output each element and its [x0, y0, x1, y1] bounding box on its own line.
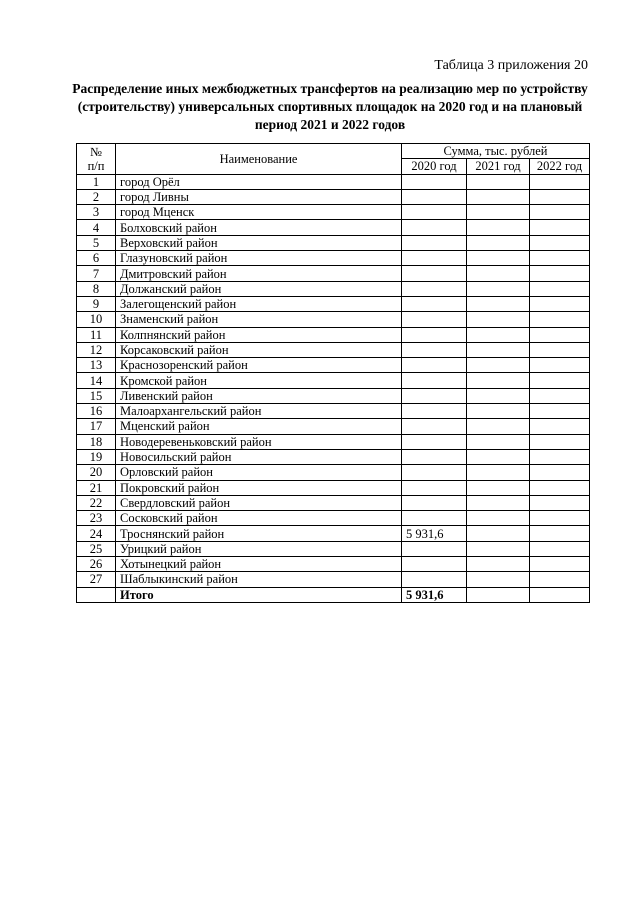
- row-number: 4: [77, 220, 116, 235]
- row-value-2022: [530, 373, 590, 388]
- row-number: 6: [77, 251, 116, 266]
- table-row: [77, 388, 590, 403]
- row-value-2021: [467, 174, 530, 189]
- total-value-2022: [530, 587, 590, 602]
- row-value-2022: [530, 235, 590, 250]
- header-number-symbol: №: [90, 144, 102, 159]
- row-number: 20: [77, 465, 116, 480]
- row-number: 26: [77, 557, 116, 572]
- row-value-2021: [467, 495, 530, 510]
- row-value-2022: [530, 434, 590, 449]
- table-row: [77, 511, 590, 526]
- row-value-2021: [467, 342, 530, 357]
- row-name: Залегощенский район: [116, 296, 402, 311]
- row-value-2020: [402, 296, 467, 311]
- header-sum: Сумма, тыс. рублей: [402, 144, 590, 159]
- row-name: Малоархангельский район: [116, 404, 402, 419]
- row-value-2022: [530, 358, 590, 373]
- row-value-2021: [467, 327, 530, 342]
- row-value-2020: [402, 541, 467, 556]
- transfers-table: [76, 143, 590, 603]
- row-value-2021: [467, 220, 530, 235]
- row-name: Урицкий район: [116, 541, 402, 556]
- row-value-2022: [530, 342, 590, 357]
- table-row: [77, 480, 590, 495]
- row-value-2020: 5 931,6: [402, 526, 467, 541]
- row-number: 13: [77, 358, 116, 373]
- row-number: 2: [77, 189, 116, 204]
- row-name: Ливенский район: [116, 388, 402, 403]
- row-number: 14: [77, 373, 116, 388]
- row-name: Свердловский район: [116, 495, 402, 510]
- row-name: Новосильский район: [116, 449, 402, 464]
- row-name: Колпнянский район: [116, 327, 402, 342]
- row-value-2021: [467, 557, 530, 572]
- row-number: 19: [77, 449, 116, 464]
- row-value-2021: [467, 572, 530, 587]
- row-value-2022: [530, 541, 590, 556]
- row-value-2022: [530, 388, 590, 403]
- row-number: 11: [77, 327, 116, 342]
- header-name: Наименование: [116, 144, 402, 175]
- table-row: [77, 174, 590, 189]
- row-value-2020: [402, 511, 467, 526]
- row-value-2022: [530, 449, 590, 464]
- row-value-2020: [402, 312, 467, 327]
- row-value-2021: [467, 358, 530, 373]
- table-row: [77, 526, 590, 541]
- row-name: Кромской район: [116, 373, 402, 388]
- table-row: [77, 404, 590, 419]
- table-row: [77, 434, 590, 449]
- row-number: 8: [77, 281, 116, 296]
- row-value-2020: [402, 174, 467, 189]
- row-value-2022: [530, 511, 590, 526]
- row-value-2020: [402, 189, 467, 204]
- row-name: город Ливны: [116, 189, 402, 204]
- row-number: 23: [77, 511, 116, 526]
- total-row: [77, 587, 590, 602]
- row-value-2022: [530, 557, 590, 572]
- row-value-2020: [402, 281, 467, 296]
- row-number: 21: [77, 480, 116, 495]
- row-value-2021: [467, 511, 530, 526]
- header-year-2021: 2021 год: [467, 159, 530, 174]
- table-row: [77, 557, 590, 572]
- row-value-2021: [467, 541, 530, 556]
- row-value-2020: [402, 404, 467, 419]
- row-name: Мценский район: [116, 419, 402, 434]
- document-title: [70, 80, 590, 134]
- total-number-cell: [77, 587, 116, 602]
- row-value-2021: [467, 296, 530, 311]
- row-value-2020: [402, 327, 467, 342]
- table-row: [77, 266, 590, 281]
- table-row: [77, 235, 590, 250]
- table-row: [77, 572, 590, 587]
- row-value-2020: [402, 205, 467, 220]
- table-row: [77, 327, 590, 342]
- row-name: Верховский район: [116, 235, 402, 250]
- row-name: город Орёл: [116, 174, 402, 189]
- row-value-2022: [530, 465, 590, 480]
- table-row: [77, 251, 590, 266]
- title-line: Распределение иных межбюджетных трансфертов на реализацию мер по устройству: [72, 81, 588, 96]
- title-line: период 2021 и 2022 годов: [254, 117, 406, 132]
- table-row: [77, 189, 590, 204]
- table-row: [77, 449, 590, 464]
- row-name: Шаблыкинский район: [116, 572, 402, 587]
- table-row: [77, 312, 590, 327]
- table-header-row: [77, 144, 590, 159]
- row-value-2020: [402, 495, 467, 510]
- title-line: (строительству) универсальных спортивных площадок на 2020 год и на плановый: [77, 99, 583, 114]
- row-value-2022: [530, 312, 590, 327]
- row-name: Троснянский район: [116, 526, 402, 541]
- row-value-2022: [530, 251, 590, 266]
- row-value-2022: [530, 419, 590, 434]
- table-body: [77, 174, 590, 602]
- row-value-2021: [467, 434, 530, 449]
- row-value-2022: [530, 480, 590, 495]
- row-name: Корсаковский район: [116, 342, 402, 357]
- row-value-2022: [530, 205, 590, 220]
- row-value-2020: [402, 449, 467, 464]
- row-value-2021: [467, 480, 530, 495]
- table-row: [77, 495, 590, 510]
- row-value-2021: [467, 189, 530, 204]
- row-number: 27: [77, 572, 116, 587]
- table-row: [77, 358, 590, 373]
- row-value-2022: [530, 220, 590, 235]
- row-number: 10: [77, 312, 116, 327]
- row-number: 1: [77, 174, 116, 189]
- header-year-2020: 2020 год: [402, 159, 467, 174]
- row-value-2021: [467, 312, 530, 327]
- row-name: Орловский район: [116, 465, 402, 480]
- row-value-2021: [467, 205, 530, 220]
- row-number: 16: [77, 404, 116, 419]
- row-number: 22: [77, 495, 116, 510]
- row-value-2022: [530, 281, 590, 296]
- header-number-abbrev: п/п: [87, 158, 105, 173]
- row-value-2021: [467, 266, 530, 281]
- row-value-2020: [402, 419, 467, 434]
- row-value-2022: [530, 526, 590, 541]
- row-number: 25: [77, 541, 116, 556]
- row-value-2020: [402, 220, 467, 235]
- row-value-2021: [467, 465, 530, 480]
- row-value-2020: [402, 358, 467, 373]
- row-value-2020: [402, 480, 467, 495]
- row-value-2020: [402, 373, 467, 388]
- row-value-2022: [530, 327, 590, 342]
- row-name: Знаменский район: [116, 312, 402, 327]
- row-name: Дмитровский район: [116, 266, 402, 281]
- row-value-2022: [530, 296, 590, 311]
- row-number: 24: [77, 526, 116, 541]
- row-value-2021: [467, 449, 530, 464]
- table-row: [77, 220, 590, 235]
- row-value-2020: [402, 572, 467, 587]
- row-value-2021: [467, 404, 530, 419]
- row-number: 15: [77, 388, 116, 403]
- row-number: 17: [77, 419, 116, 434]
- row-value-2020: [402, 465, 467, 480]
- table-row: [77, 296, 590, 311]
- header-year-2022: 2022 год: [530, 159, 590, 174]
- row-name: Краснозоренский район: [116, 358, 402, 373]
- table-row: [77, 342, 590, 357]
- row-value-2022: [530, 572, 590, 587]
- row-value-2021: [467, 388, 530, 403]
- row-value-2022: [530, 189, 590, 204]
- row-name: Покровский район: [116, 480, 402, 495]
- row-value-2021: [467, 373, 530, 388]
- row-value-2020: [402, 557, 467, 572]
- row-value-2021: [467, 251, 530, 266]
- row-value-2021: [467, 235, 530, 250]
- row-value-2020: [402, 235, 467, 250]
- row-value-2020: [402, 342, 467, 357]
- row-value-2022: [530, 495, 590, 510]
- total-value-2020: 5 931,6: [402, 587, 467, 602]
- row-number: 18: [77, 434, 116, 449]
- header-number: [77, 144, 116, 175]
- row-name: Болховский район: [116, 220, 402, 235]
- row-value-2022: [530, 266, 590, 281]
- row-number: 12: [77, 342, 116, 357]
- total-value-2021: [467, 587, 530, 602]
- row-number: 7: [77, 266, 116, 281]
- row-number: 5: [77, 235, 116, 250]
- row-name: Хотынецкий район: [116, 557, 402, 572]
- table-row: [77, 205, 590, 220]
- table-row: [77, 373, 590, 388]
- row-value-2022: [530, 404, 590, 419]
- row-value-2021: [467, 419, 530, 434]
- row-value-2020: [402, 266, 467, 281]
- row-value-2020: [402, 388, 467, 403]
- table-row: [77, 465, 590, 480]
- table-row: [77, 419, 590, 434]
- row-value-2020: [402, 434, 467, 449]
- row-name: Должанский район: [116, 281, 402, 296]
- row-number: 3: [77, 205, 116, 220]
- row-value-2022: [530, 174, 590, 189]
- table-reference-note: Таблица 3 приложения 20: [434, 58, 588, 73]
- table-row: [77, 281, 590, 296]
- row-name: Сосковский район: [116, 511, 402, 526]
- row-name: Новодеревеньковский район: [116, 434, 402, 449]
- row-name: Глазуновский район: [116, 251, 402, 266]
- row-value-2021: [467, 526, 530, 541]
- row-value-2021: [467, 281, 530, 296]
- row-number: 9: [77, 296, 116, 311]
- table-row: [77, 541, 590, 556]
- row-value-2020: [402, 251, 467, 266]
- total-label: Итого: [116, 587, 402, 602]
- row-name: город Мценск: [116, 205, 402, 220]
